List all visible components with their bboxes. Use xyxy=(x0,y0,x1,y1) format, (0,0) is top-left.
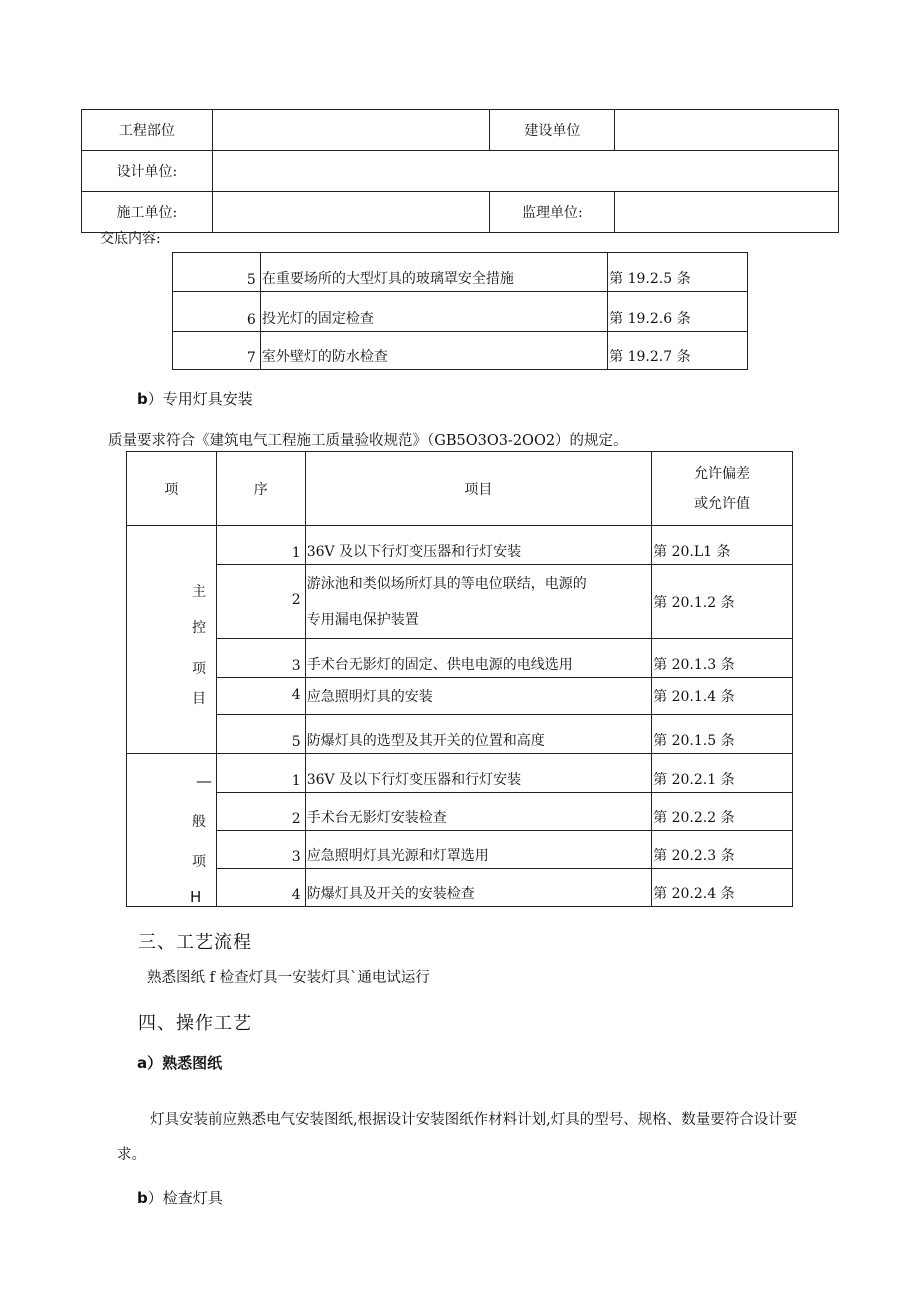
design-unit-value xyxy=(212,151,838,192)
main-group-char: 控 xyxy=(192,620,206,636)
row-reference: 第 20.L1 条 xyxy=(652,526,793,565)
row-reference: 第 19.2.7 条 xyxy=(608,332,748,370)
main-group-char: 主 xyxy=(192,584,206,600)
row-item xyxy=(305,565,651,639)
section-b2-heading xyxy=(137,1187,223,1208)
construction-unit-label: 建设单位 xyxy=(490,110,615,151)
row-number: 7 xyxy=(173,332,261,370)
row-item: 应急照明灯具的安装 xyxy=(305,678,651,715)
row-reference: 第 20.1.3 条 xyxy=(652,639,793,678)
table-row xyxy=(127,831,793,869)
table-row xyxy=(127,793,793,831)
row-number: 4 xyxy=(216,678,305,715)
row-reference: 第 20.1.5 条 xyxy=(652,715,793,754)
table-row xyxy=(127,678,793,715)
row-item: 防爆灯具及开关的安装检查 xyxy=(305,869,651,907)
row-reference: 第 20.2.2 条 xyxy=(652,793,793,831)
table-row xyxy=(82,192,839,233)
row-number: 3 xyxy=(216,639,305,678)
section-b-heading xyxy=(137,388,253,409)
header-tolerance-line2: 或允许值 xyxy=(694,495,751,512)
project-part-value xyxy=(212,110,490,151)
row-item: 防爆灯具的选型及其开关的位置和高度 xyxy=(305,715,651,754)
section-title: ）专用灯具安装 xyxy=(147,390,253,408)
special-lamp-table xyxy=(126,451,793,907)
general-group-char: — xyxy=(196,771,212,790)
paragraph-a-line1: 灯具安装前应熟悉电气安装图纸,根据设计安装图纸作材料计划,灯具的型号、规格、数量要符合设计要 xyxy=(150,1112,798,1128)
project-part-label: 工程部位 xyxy=(82,110,213,151)
general-group-char: 般 xyxy=(192,814,206,830)
section-prefix: b xyxy=(137,390,148,408)
header-item: 项目 xyxy=(305,452,651,526)
row-reference: 第 20.2.1 条 xyxy=(652,754,793,793)
row-item: 室外壁灯的防水检查 xyxy=(260,332,607,370)
table-header-row xyxy=(127,452,793,526)
row-item: 手术台无影灯安装检查 xyxy=(305,793,651,831)
paragraph-a-line2: 求。 xyxy=(117,1147,146,1163)
row-item-line2: 专用漏电保护装置 xyxy=(306,611,419,628)
section-prefix: b xyxy=(137,1189,148,1207)
row-item: 手术台无影灯的固定、供电电源的电线选用 xyxy=(305,639,651,678)
section-a-heading xyxy=(137,1052,222,1073)
project-info-table xyxy=(81,109,839,233)
row-reference: 第 19.2.6 条 xyxy=(608,292,748,332)
general-group-char: H xyxy=(190,888,202,906)
design-unit-label: 设计单位: xyxy=(82,151,213,192)
lamp-check-table xyxy=(172,252,748,370)
row-item: 在重要场所的大型灯具的玻璃罩安全措施 xyxy=(260,253,607,292)
supervision-unit-value xyxy=(615,192,839,233)
header-seq: 序 xyxy=(216,452,305,526)
row-item: 应急照明灯具光源和灯罩选用 xyxy=(305,831,651,869)
row-item: 36V 及以下行灯变压器和行灯安装 xyxy=(305,526,651,565)
row-item-line1: 游泳池和类似场所灯具的等电位联结，电源的 xyxy=(306,575,587,592)
header-tolerance xyxy=(652,452,793,526)
row-reference: 第 20.1.2 条 xyxy=(652,565,793,639)
row-reference: 第 19.2.5 条 xyxy=(608,253,748,292)
builder-unit-label: 施工单位: xyxy=(82,192,213,233)
table-row xyxy=(127,526,793,565)
header-category: 项 xyxy=(127,452,217,526)
row-number: 6 xyxy=(173,292,261,332)
section-heading-process-flow: 三、工艺流程 xyxy=(138,932,252,953)
row-reference: 第 20.1.4 条 xyxy=(652,678,793,715)
section-heading-operation: 四、操作工艺 xyxy=(138,1013,252,1034)
row-number: 4 xyxy=(216,869,305,907)
main-group-char: 目 xyxy=(192,691,206,707)
table-row xyxy=(82,151,839,192)
table-row xyxy=(173,292,748,332)
row-item: 36V 及以下行灯变压器和行灯安装 xyxy=(305,754,651,793)
table-row xyxy=(82,110,839,151)
main-control-group-cell xyxy=(127,526,217,754)
row-number: 5 xyxy=(173,253,261,292)
header-tolerance-line1: 允许偏差 xyxy=(694,465,751,482)
section-title: ）检查灯具 xyxy=(147,1189,223,1207)
construction-unit-value xyxy=(615,110,839,151)
table-row xyxy=(173,253,748,292)
table-row xyxy=(127,869,793,907)
main-group-char: 项 xyxy=(192,661,206,677)
process-flow-text: 熟悉图纸 f 检查灯具一安装灯具`通电试运行 xyxy=(147,970,430,986)
row-number: 5 xyxy=(216,715,305,754)
section-prefix: a xyxy=(137,1054,148,1072)
builder-unit-value xyxy=(212,192,490,233)
row-number: 2 xyxy=(216,793,305,831)
table-row xyxy=(127,565,793,639)
supervision-unit-label: 监理单位: xyxy=(490,192,615,233)
handover-label: 交底内容: xyxy=(100,231,161,247)
table-row xyxy=(127,715,793,754)
table-row xyxy=(127,754,793,793)
row-number: 1 xyxy=(216,754,305,793)
row-reference: 第 20.2.3 条 xyxy=(652,831,793,869)
row-reference: 第 20.2.4 条 xyxy=(652,869,793,907)
quality-note: 质量要求符合《建筑电气工程施工质量验收规范》（GB5O3O3-2OO2）的规定。 xyxy=(108,433,628,449)
general-group-char: 项 xyxy=(192,854,206,870)
row-item: 投光灯的固定检查 xyxy=(260,292,607,332)
row-number: 2 xyxy=(216,565,305,639)
row-number: 3 xyxy=(216,831,305,869)
table-row xyxy=(127,639,793,678)
table-row xyxy=(173,332,748,370)
section-title: ）熟悉图纸 xyxy=(147,1054,223,1072)
row-number: 1 xyxy=(216,526,305,565)
